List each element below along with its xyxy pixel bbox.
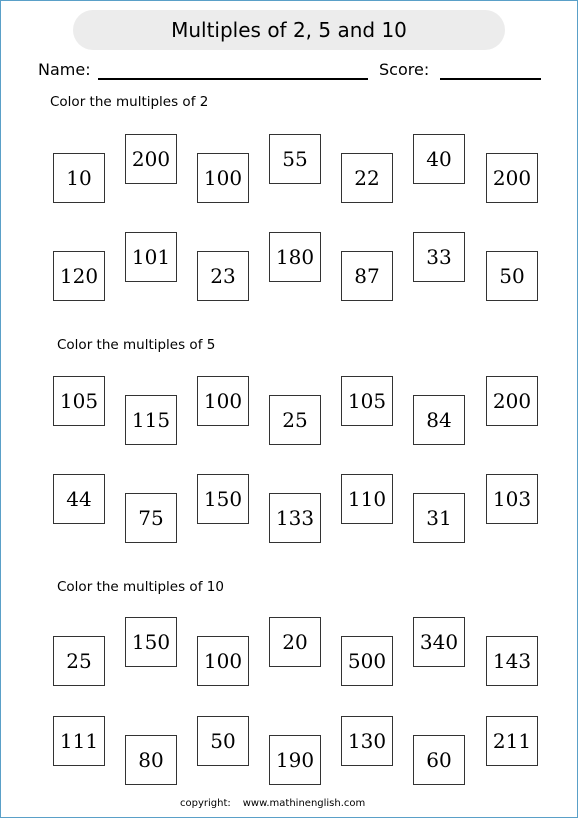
number-box[interactable]: 105 — [53, 376, 105, 426]
name-field[interactable] — [98, 78, 368, 80]
number-box[interactable]: 20 — [269, 617, 321, 667]
number-box[interactable]: 150 — [125, 617, 177, 667]
instruction-multiples-of-10: Color the multiples of 10 — [57, 579, 224, 595]
number-box[interactable]: 130 — [341, 716, 393, 766]
number-box[interactable]: 180 — [269, 232, 321, 282]
number-box[interactable]: 40 — [413, 134, 465, 184]
number-box[interactable]: 110 — [341, 474, 393, 524]
number-box[interactable]: 500 — [341, 636, 393, 686]
number-box[interactable]: 60 — [413, 735, 465, 785]
number-box[interactable]: 200 — [486, 376, 538, 426]
title-text: Multiples of 2, 5 and 10 — [171, 18, 407, 42]
number-box[interactable]: 10 — [53, 153, 105, 203]
number-box[interactable]: 25 — [269, 395, 321, 445]
number-box[interactable]: 103 — [486, 474, 538, 524]
number-box[interactable]: 133 — [269, 493, 321, 543]
number-box[interactable]: 340 — [413, 617, 465, 667]
copyright-label: copyright: — [180, 798, 231, 809]
footer-url: www.mathinenglish.com — [242, 798, 366, 809]
number-box[interactable]: 190 — [269, 735, 321, 785]
number-box[interactable]: 100 — [197, 153, 249, 203]
number-box[interactable]: 22 — [341, 153, 393, 203]
number-box[interactable]: 101 — [125, 232, 177, 282]
number-box[interactable]: 143 — [486, 636, 538, 686]
number-box[interactable]: 200 — [125, 134, 177, 184]
number-box[interactable]: 211 — [486, 716, 538, 766]
worksheet-title — [73, 10, 505, 50]
number-box[interactable]: 100 — [197, 376, 249, 426]
score-field[interactable] — [440, 78, 541, 80]
number-box[interactable]: 75 — [125, 493, 177, 543]
name-label: Name: — [38, 60, 91, 79]
number-box[interactable]: 25 — [53, 636, 105, 686]
score-label: Score: — [379, 60, 430, 79]
footer — [180, 798, 365, 809]
number-box[interactable]: 87 — [341, 251, 393, 301]
number-box[interactable]: 44 — [53, 474, 105, 524]
number-box[interactable]: 150 — [197, 474, 249, 524]
number-box[interactable]: 111 — [53, 716, 105, 766]
instruction-multiples-of-2: Color the multiples of 2 — [50, 94, 209, 110]
number-box[interactable]: 55 — [269, 134, 321, 184]
instruction-multiples-of-5: Color the multiples of 5 — [57, 337, 216, 353]
number-box[interactable]: 23 — [197, 251, 249, 301]
number-box[interactable]: 31 — [413, 493, 465, 543]
number-box[interactable]: 50 — [486, 251, 538, 301]
number-box[interactable]: 120 — [53, 251, 105, 301]
number-box[interactable]: 50 — [197, 716, 249, 766]
number-box[interactable]: 100 — [197, 636, 249, 686]
number-box[interactable]: 33 — [413, 232, 465, 282]
number-box[interactable]: 105 — [341, 376, 393, 426]
number-box[interactable]: 80 — [125, 735, 177, 785]
number-box[interactable]: 200 — [486, 153, 538, 203]
number-box[interactable]: 115 — [125, 395, 177, 445]
number-box[interactable]: 84 — [413, 395, 465, 445]
